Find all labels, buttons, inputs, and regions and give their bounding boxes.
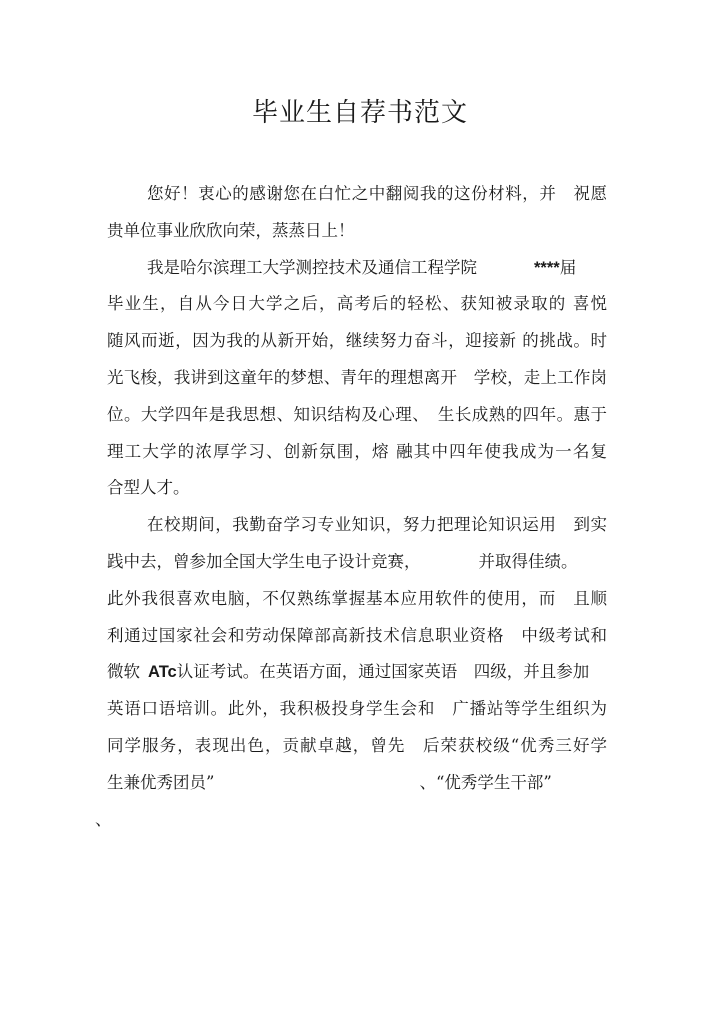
line-segment: 认证考试。在英语方面，通过国家英语 四级，并且参加 [176, 662, 590, 682]
line-segment: 生兼优秀团员” [107, 772, 215, 792]
line-segment: 届 [559, 257, 577, 277]
paragraph-line [107, 654, 607, 691]
document-title: 毕业生自荐书范文 [251, 98, 468, 128]
document-body [95, 176, 607, 838]
paragraph-line: 您好！衷心的感谢您在白忙之中翻阅我的这份材料，并 祝愿 [147, 184, 607, 203]
paragraph-line: 英语口语培训。此外，我积极投身学生会和 广播站等学生组织为 [107, 699, 607, 719]
line-segment: 、“优秀学生干部” [419, 772, 552, 792]
line-segment: 我是哈尔滨理工大学测控技术及通信工程学院 [147, 257, 477, 277]
paragraph-line: 同学服务，表现出色，贡献卓越，曾先 后荣获校级“优秀三好学 [107, 735, 607, 755]
paragraph-line: 此外我很喜欢电脑，不仅熟练掌握基本应用软件的使用，而 且顺 [107, 588, 607, 608]
paragraph-line: 毕业生，自从今日大学之后，高考后的轻松、获知被录取的 喜悦 [107, 294, 607, 314]
paragraph-line: 贵单位事业欣欣向荣，蒸蒸日上！ [107, 220, 355, 240]
paragraph-line [107, 544, 607, 581]
line-segment: 并取得佳绩。 [478, 551, 578, 571]
line-segment: ATc [148, 663, 177, 682]
paragraph-line: 光飞梭，我讲到这童年的梦想、青年的理想离开 学校，走上工作岗 [107, 367, 607, 387]
line-segment: 微软 [107, 662, 140, 682]
paragraph-line: 合型人才。 [107, 478, 190, 498]
paragraph-line: 在校期间，我勤奋学习专业知识，努力把理论知识运用 到实 [147, 515, 607, 535]
paragraph-line [107, 250, 607, 287]
paragraph-line: 利通过国家社会和劳动保障部高新技术信息职业资格 中级考试和 [107, 625, 607, 645]
paragraph-line [107, 765, 607, 802]
line-segment: 践中去，曾参加全国大学生电子设计竞赛， [107, 551, 421, 571]
paragraph-line: 随风而逝，因为我的从新开始，继续努力奋斗，迎接新 的挑战。时 [107, 331, 607, 351]
line-segment: **** [534, 258, 560, 277]
paragraph-line: 、 [95, 809, 112, 829]
paragraph-line: 理工大学的浓厚学习、创新氛围，熔 融其中四年使我成为一名复 [107, 441, 607, 461]
paragraph-line: 位。大学四年是我思想、知识结构及心理、 生长成熟的四年。惠于 [107, 404, 607, 424]
